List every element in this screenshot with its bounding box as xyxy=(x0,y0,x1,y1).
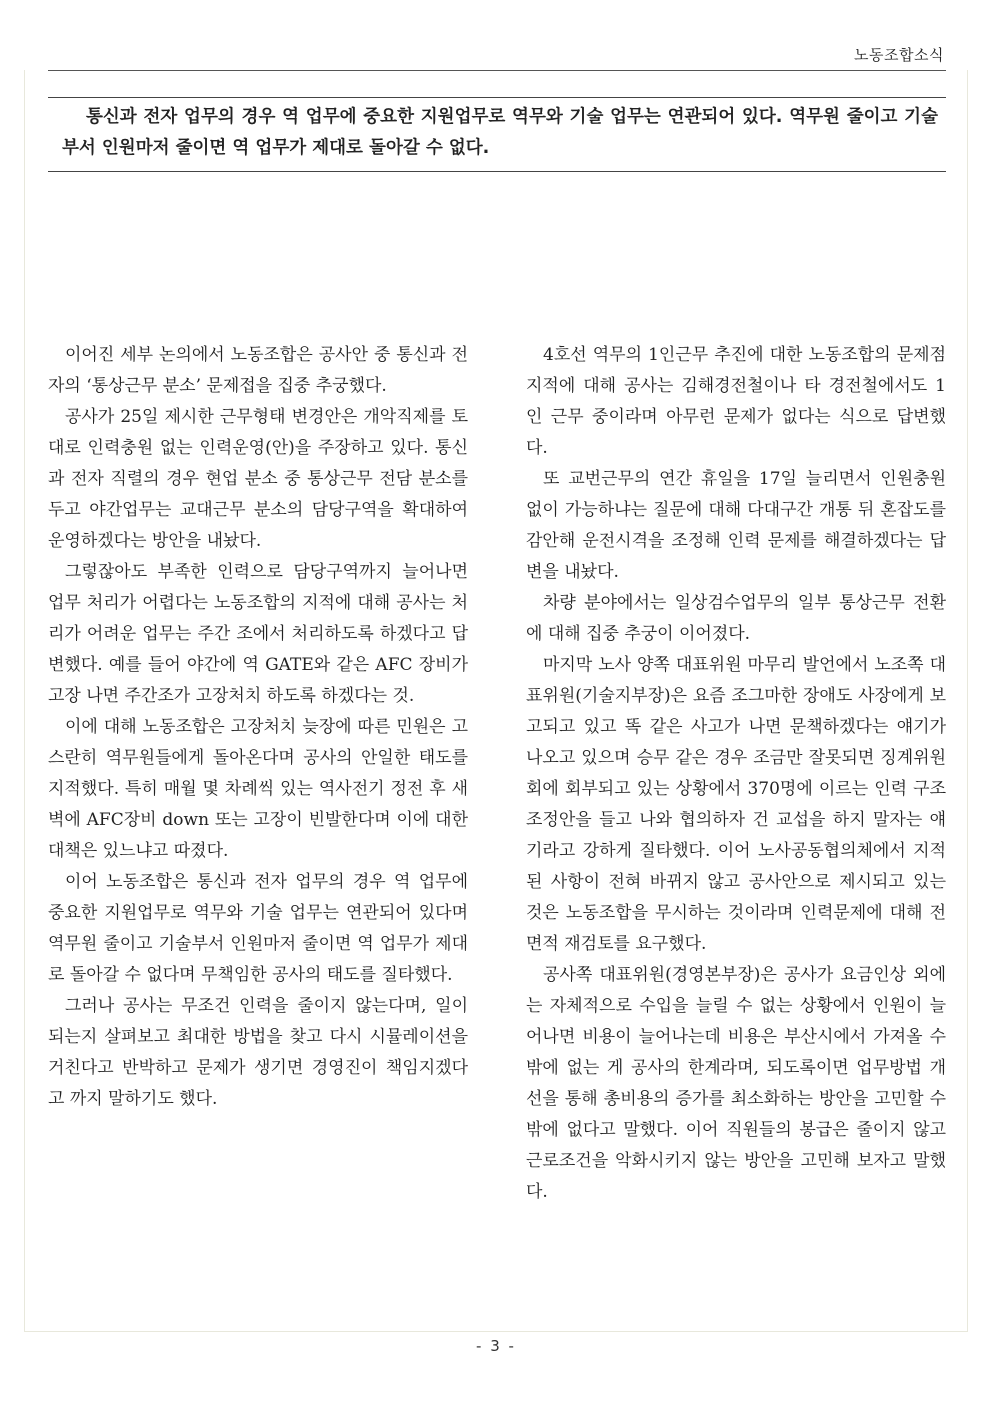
paragraph: 또 교번근무의 연간 휴일을 17일 늘리면서 인원충원 없이 가능하냐는 질문에 대해 다대구간 개통 뒤 혼잡도를 감안해 운전시격을 조정해 인력 문제를 해결하겠다는 답변을 내놨다. xyxy=(526,469,946,582)
paragraph: 공사가 25일 제시한 근무형태 변경안은 개악직제를 토대로 인력충원 없는 인력운영(안)을 주장하고 있다. 통신과 전자 직렬의 경우 현업 분소 중 통상근무 전담 분소를 두고 야간업무는 교대근무 분소의 담당구역을 확대하여 운영하겠다는 방안을 내놨다. xyxy=(48,407,468,551)
left-column xyxy=(48,340,468,1115)
paragraph: 이에 대해 노동조합은 고장처치 늦장에 따른 민원은 고스란히 역무원들에게 돌아온다며 공사의 안일한 태도를 지적했다. 특히 매월 몇 차례씩 있는 역사전기 정전 후 새벽에 AFC장비 down 또는 고장이 빈발한다며 이에 대한 대책은 있느냐고 따졌다. xyxy=(48,717,468,861)
paragraph: 그렇잖아도 부족한 인력으로 담당구역까지 늘어나면 업무 처리가 어렵다는 노동조합의 지적에 대해 공사는 처리가 어려운 업무는 주간 조에서 처리하도록 하겠다고 답변했다. 예를 들어 야간에 역 GATE와 같은 AFC 장비가 고장 나면 주간조가 고장처치 하도록 하겠다는 것. xyxy=(48,562,468,706)
paragraph: 마지막 노사 양쪽 대표위원 마무리 발언에서 노조쪽 대표위원(기술지부장)은 요즘 조그마한 장애도 사장에게 보고되고 있고 똑 같은 사고가 나면 문책하겠다는 얘기가 나오고 있으며 승무 같은 경우 조금만 잘못되면 징계위원회에 회부되고 있는 상황에서 370명에 이르는 인력 구조조정안을 들고 나와 협의하자 건 교섭을 하지 말자는 얘기라고 강하게 질타했다. 이어 노사공동협의체에서 지적된 사항이 전혀 바뀌지 않고 공사안으로 제시되고 있는 것은 노동조합을 무시하는 것이라며 인력문제에 대해 전면적 재검토를 요구했다. xyxy=(526,655,946,954)
right-column xyxy=(526,340,946,1208)
paragraph: 이어진 세부 논의에서 노동조합은 공사안 중 통신과 전자의 ‘통상근무 분소’ 문제접을 집중 추궁했다. xyxy=(48,345,468,396)
paragraph: 공사쪽 대표위원(경영본부장)은 공사가 요금인상 외에는 자체적으로 수입을 늘릴 수 없는 상황에서 인원이 늘어나면 비용이 늘어나는데 비용은 부산시에서 가져올 수밖에 없는 게 공사의 한계라며, 되도록이면 업무방법 개선을 통해 총비용의 증가를 최소화하는 방안을 고민할 수밖에 없다고 말했다. 이어 직원들의 봉급은 줄이지 않고 근로조건을 악화시키지 않는 방안을 고민해 보자고 말했다. xyxy=(526,965,946,1202)
paragraph: 그러나 공사는 무조건 인력을 줄이지 않는다며, 일이 되는지 살펴보고 최대한 방법을 찾고 다시 시뮬레이션을 거친다고 반박하고 문제가 생기면 경영진이 책임지겠다고 까지 말하기도 했다. xyxy=(48,996,468,1109)
header-title: 노동조합소식 xyxy=(854,46,944,64)
lead-quote: 통신과 전자 업무의 경우 역 업무에 중요한 지원업무로 역무와 기술 업무는 연관되어 있다. 역무원 줄이고 기술부서 인원마저 줄이면 역 업무가 제대로 돌아갈 수 없다. xyxy=(62,107,938,158)
paragraph: 4호선 역무의 1인근무 추진에 대한 노동조합의 문제점 지적에 대해 공사는 김해경전철이나 타 경전철에서도 1인 근무 중이라며 아무런 문제가 없다는 식으로 답변했다. xyxy=(526,345,946,458)
paragraph: 이어 노동조합은 통신과 전자 업무의 경우 역 업무에 중요한 지원업무로 역무와 기술 업무는 연관되어 있다며 역무원 줄이고 기술부서 인원마저 줄이면 역 업무가 제대로 돌아갈 수 없다며 무책임한 공사의 태도를 질타했다. xyxy=(48,872,468,985)
paragraph: 차량 분야에서는 일상검수업무의 일부 통상근무 전환에 대해 집중 추궁이 이어졌다. xyxy=(526,593,946,644)
page-number: - 3 - xyxy=(476,1337,516,1355)
